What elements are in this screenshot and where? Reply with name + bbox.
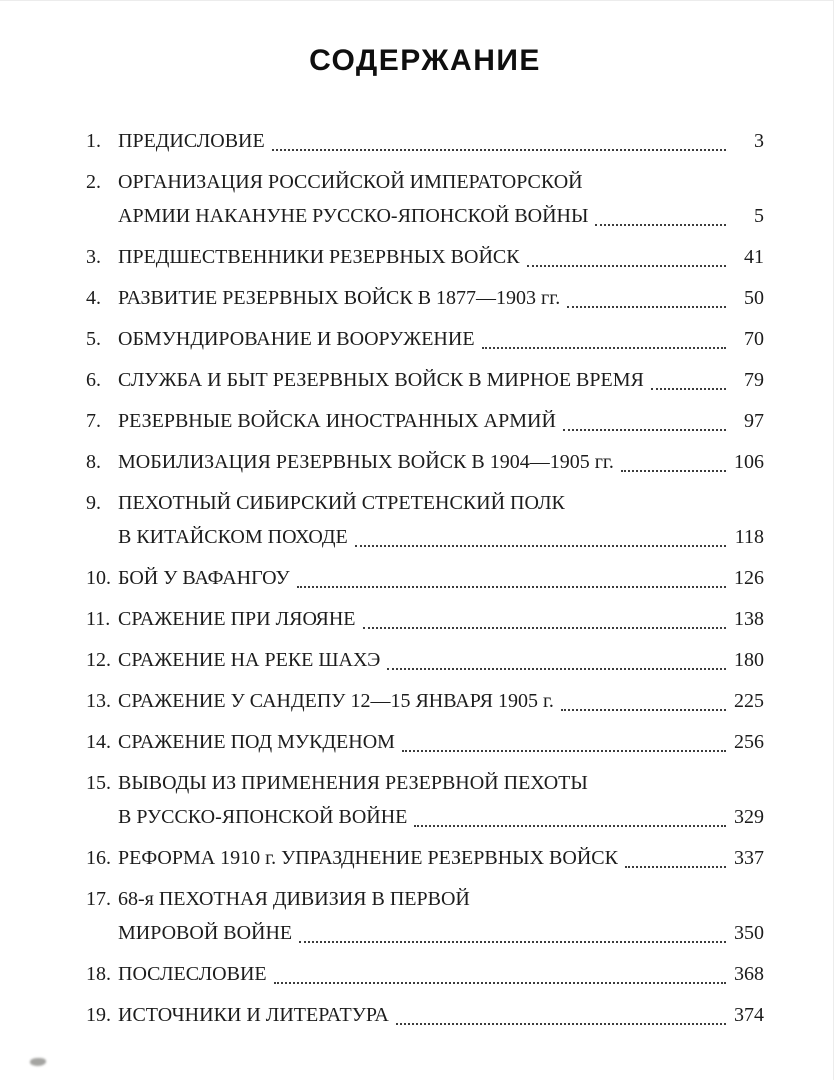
entry-number: 12. (86, 649, 111, 671)
page-number: 329 (734, 806, 764, 828)
entry-title: СРАЖЕНИЕ НА РЕКЕ ШАХЭ (118, 649, 381, 671)
entry-title: МОБИЛИЗАЦИЯ РЕЗЕРВНЫХ ВОЙСК В 1904—1905 гг. (118, 451, 614, 473)
toc-entry (86, 957, 764, 991)
entry-title: ПРЕДИСЛОВИЕ (118, 130, 265, 152)
toc-line (86, 124, 764, 158)
entry-title: СРАЖЕНИЕ ПОД МУКДЕНОМ (118, 731, 395, 753)
toc-entry (86, 445, 764, 479)
dot-leader (297, 585, 726, 588)
toc-list (86, 124, 764, 1032)
page-number: 374 (734, 1004, 764, 1026)
toc-line (86, 800, 764, 834)
page-number: 97 (744, 410, 764, 432)
dot-leader (595, 223, 726, 226)
toc-line (86, 841, 764, 875)
toc-line (86, 998, 764, 1032)
toc-entry (86, 643, 764, 677)
entry-number: 19. (86, 1004, 111, 1026)
page-number: 41 (744, 246, 764, 268)
entry-title: СЛУЖБА И БЫТ РЕЗЕРВНЫХ ВОЙСК В МИРНОЕ ВРЕМЯ (118, 369, 644, 391)
dot-leader (363, 626, 726, 629)
entry-title: ИСТОЧНИКИ И ЛИТЕРАТУРА (118, 1004, 389, 1026)
entry-number: 14. (86, 731, 111, 753)
toc-line (86, 643, 764, 677)
toc-entry (86, 725, 764, 759)
toc-entry (86, 281, 764, 315)
page-number: 225 (734, 690, 764, 712)
toc-entry (86, 841, 764, 875)
scan-artifact (30, 1058, 46, 1066)
entry-title: ВЫВОДЫ ИЗ ПРИМЕНЕНИЯ РЕЗЕРВНОЙ ПЕХОТЫ (118, 772, 588, 794)
entry-number: 5. (86, 328, 101, 350)
toc-entry (86, 684, 764, 718)
dot-leader (561, 708, 726, 711)
dot-leader (621, 469, 726, 472)
page-number: 337 (734, 847, 764, 869)
page-number: 368 (734, 963, 764, 985)
toc-entry (86, 998, 764, 1032)
entry-title: СРАЖЕНИЕ ПРИ ЛЯОЯНЕ (118, 608, 356, 630)
entry-title: РЕЗЕРВНЫЕ ВОЙСКА ИНОСТРАННЫХ АРМИЙ (118, 410, 556, 432)
toc-entry (86, 404, 764, 438)
entry-title: АРМИИ НАКАНУНЕ РУССКО-ЯПОНСКОЙ ВОЙНЫ (118, 205, 589, 227)
toc-entry (86, 363, 764, 397)
dot-leader (274, 981, 726, 984)
entry-number: 17. (86, 888, 111, 910)
page-number: 50 (744, 287, 764, 309)
page-number: 106 (734, 451, 764, 473)
entry-title: ПОСЛЕСЛОВИЕ (118, 963, 267, 985)
toc-line (86, 445, 764, 479)
entry-title: МИРОВОЙ ВОЙНЕ (118, 922, 293, 944)
toc-line (86, 602, 764, 636)
entry-number: 18. (86, 963, 111, 985)
toc-line (86, 916, 764, 950)
page-number: 180 (734, 649, 764, 671)
entry-number: 8. (86, 451, 101, 473)
toc-line (86, 725, 764, 759)
page-number: 256 (734, 731, 764, 753)
toc-entry (86, 766, 764, 834)
toc-line (86, 882, 764, 916)
page-title: СОДЕРЖАНИЕ (309, 44, 541, 77)
toc-line (86, 240, 764, 274)
entry-number: 11. (86, 608, 111, 630)
page-number: 118 (734, 526, 764, 548)
entry-number: 1. (86, 130, 101, 152)
dot-leader (402, 749, 726, 752)
dot-leader (414, 824, 726, 827)
toc-line (86, 199, 764, 233)
toc-entry (86, 240, 764, 274)
dot-leader (651, 387, 726, 390)
entry-number: 6. (86, 369, 101, 391)
entry-title: ПРЕДШЕСТВЕННИКИ РЕЗЕРВНЫХ ВОЙСК (118, 246, 520, 268)
toc-line (86, 561, 764, 595)
page-number: 126 (734, 567, 764, 589)
entry-title: ОРГАНИЗАЦИЯ РОССИЙСКОЙ ИМПЕРАТОРСКОЙ (118, 171, 583, 193)
dot-leader (272, 148, 726, 151)
dot-leader (299, 940, 726, 943)
page-number: 5 (754, 205, 764, 227)
toc-entry (86, 602, 764, 636)
dot-leader (482, 346, 726, 349)
dot-leader (527, 264, 726, 267)
entry-title: РЕФОРМА 1910 г. УПРАЗДНЕНИЕ РЕЗЕРВНЫХ ВОЙСК (118, 847, 618, 869)
entry-title: ОБМУНДИРОВАНИЕ И ВООРУЖЕНИЕ (118, 328, 475, 350)
entry-number: 15. (86, 772, 111, 794)
toc-line (86, 520, 764, 554)
toc-line (86, 766, 764, 800)
dot-leader (396, 1022, 726, 1025)
dot-leader (625, 865, 726, 868)
toc-line (86, 281, 764, 315)
toc-entry (86, 561, 764, 595)
toc-line (86, 404, 764, 438)
entry-title: 68-я ПЕХОТНАЯ ДИВИЗИЯ В ПЕРВОЙ (118, 888, 470, 910)
entry-number: 10. (86, 567, 111, 589)
toc-line (86, 957, 764, 991)
entry-title: БОЙ У ВАФАНГОУ (118, 567, 290, 589)
entry-number: 13. (86, 690, 111, 712)
entry-number: 3. (86, 246, 101, 268)
toc-entry (86, 322, 764, 356)
toc-line (86, 165, 764, 199)
dot-leader (387, 667, 726, 670)
entry-title: В КИТАЙСКОМ ПОХОДЕ (118, 526, 348, 548)
toc-line (86, 322, 764, 356)
dot-leader (567, 305, 726, 308)
page-number: 3 (754, 130, 764, 152)
entry-number: 9. (86, 492, 101, 514)
toc-line (86, 684, 764, 718)
entry-number: 2. (86, 171, 101, 193)
toc-line (86, 363, 764, 397)
entry-number: 4. (86, 287, 101, 309)
entry-number: 16. (86, 847, 111, 869)
toc-line (86, 486, 764, 520)
toc-entry (86, 882, 764, 950)
toc-entry (86, 165, 764, 233)
dot-leader (563, 428, 726, 431)
page-number: 350 (734, 922, 764, 944)
page-number: 70 (744, 328, 764, 350)
dot-leader (355, 544, 726, 547)
entry-title: ПЕХОТНЫЙ СИБИРСКИЙ СТРЕТЕНСКИЙ ПОЛК (118, 492, 565, 514)
toc-entry (86, 124, 764, 158)
toc-entry (86, 486, 764, 554)
entry-title: РАЗВИТИЕ РЕЗЕРВНЫХ ВОЙСК В 1877—1903 гг. (118, 287, 561, 309)
entry-title: СРАЖЕНИЕ У САНДЕПУ 12—15 ЯНВАРЯ 1905 г. (118, 690, 554, 712)
entry-number: 7. (86, 410, 101, 432)
page-number: 79 (744, 369, 764, 391)
page-number: 138 (734, 608, 764, 630)
entry-title: В РУССКО-ЯПОНСКОЙ ВОЙНЕ (118, 806, 408, 828)
